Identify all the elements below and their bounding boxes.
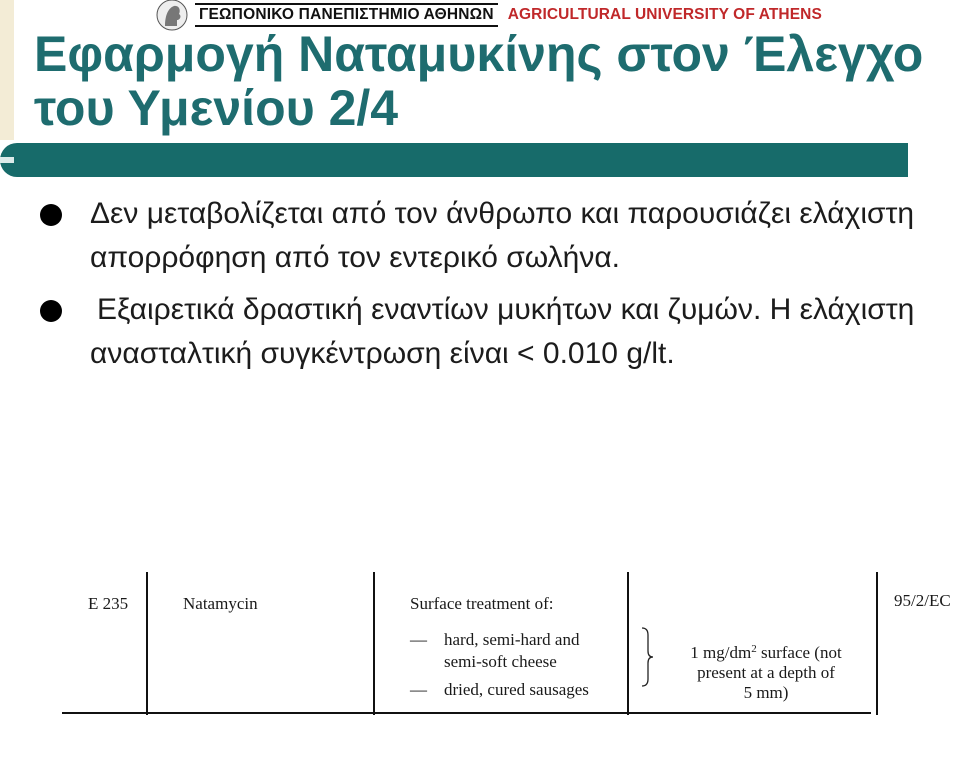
bullet-text: Εξαιρετικά δραστική εναντίων μυκήτων και ζυμών. Η ελάχιστη ανασταλτική συγκέντρωση είναι < 0.010 g/lt.	[90, 293, 915, 370]
directive-reference: 95/2/EC	[894, 591, 951, 610]
additive-code: E 235	[88, 594, 129, 613]
usage-item-text: hard, semi-hard and	[444, 630, 580, 649]
usage-item	[410, 629, 620, 673]
usage-heading: Surface treatment of:	[410, 594, 554, 613]
bullet-text: Δεν μεταβολίζεται από τον άνθρωπο και παρουσιάζει ελάχιστη απορρόφηση από τον εντερικό σωλήνα.	[90, 197, 915, 274]
limit-text: 5 mm)	[743, 683, 789, 702]
left-decor-strip	[0, 0, 14, 140]
limit-text: present at a depth of	[697, 663, 835, 682]
bullet-item	[40, 288, 920, 376]
additive-name: Natamycin	[183, 594, 258, 613]
bullet-list	[40, 192, 920, 384]
bullet-dot-icon	[40, 300, 62, 322]
table-column-rule	[627, 572, 629, 715]
maximum-level	[666, 643, 866, 703]
bullet-dot-icon	[40, 204, 62, 226]
limit-text: 1 mg/dm	[690, 643, 752, 662]
slide-title: Εφαρμογή Ναταμυκίνης στον Έλεγχο του Υμενίου 2/4	[34, 26, 924, 136]
divider-accent	[0, 157, 14, 163]
limit-text: surface (not	[756, 643, 842, 662]
dash-mark: —	[410, 680, 427, 699]
bullet-item	[40, 192, 920, 280]
regulation-table-excerpt	[62, 572, 955, 717]
usage-item-text: dried, cured sausages	[444, 680, 589, 699]
usage-item-text: semi-soft cheese	[444, 652, 557, 671]
limit-exponent: 2	[751, 643, 757, 655]
usage-item	[410, 679, 589, 701]
title-divider-bar	[0, 143, 908, 177]
dash-mark: —	[410, 630, 427, 649]
right-brace-icon	[640, 627, 654, 687]
university-name-greek: ΓΕΩΠΟΝΙΚΟ ΠΑΝΕΠΙΣΤΗΜΙΟ ΑΘΗΝΩΝ	[195, 3, 498, 27]
table-column-rule	[373, 572, 375, 715]
table-bottom-rule	[62, 712, 871, 714]
table-column-rule	[876, 572, 878, 715]
table-column-rule	[146, 572, 148, 715]
university-name-english: AGRICULTURAL UNIVERSITY OF ATHENS	[507, 6, 822, 23]
